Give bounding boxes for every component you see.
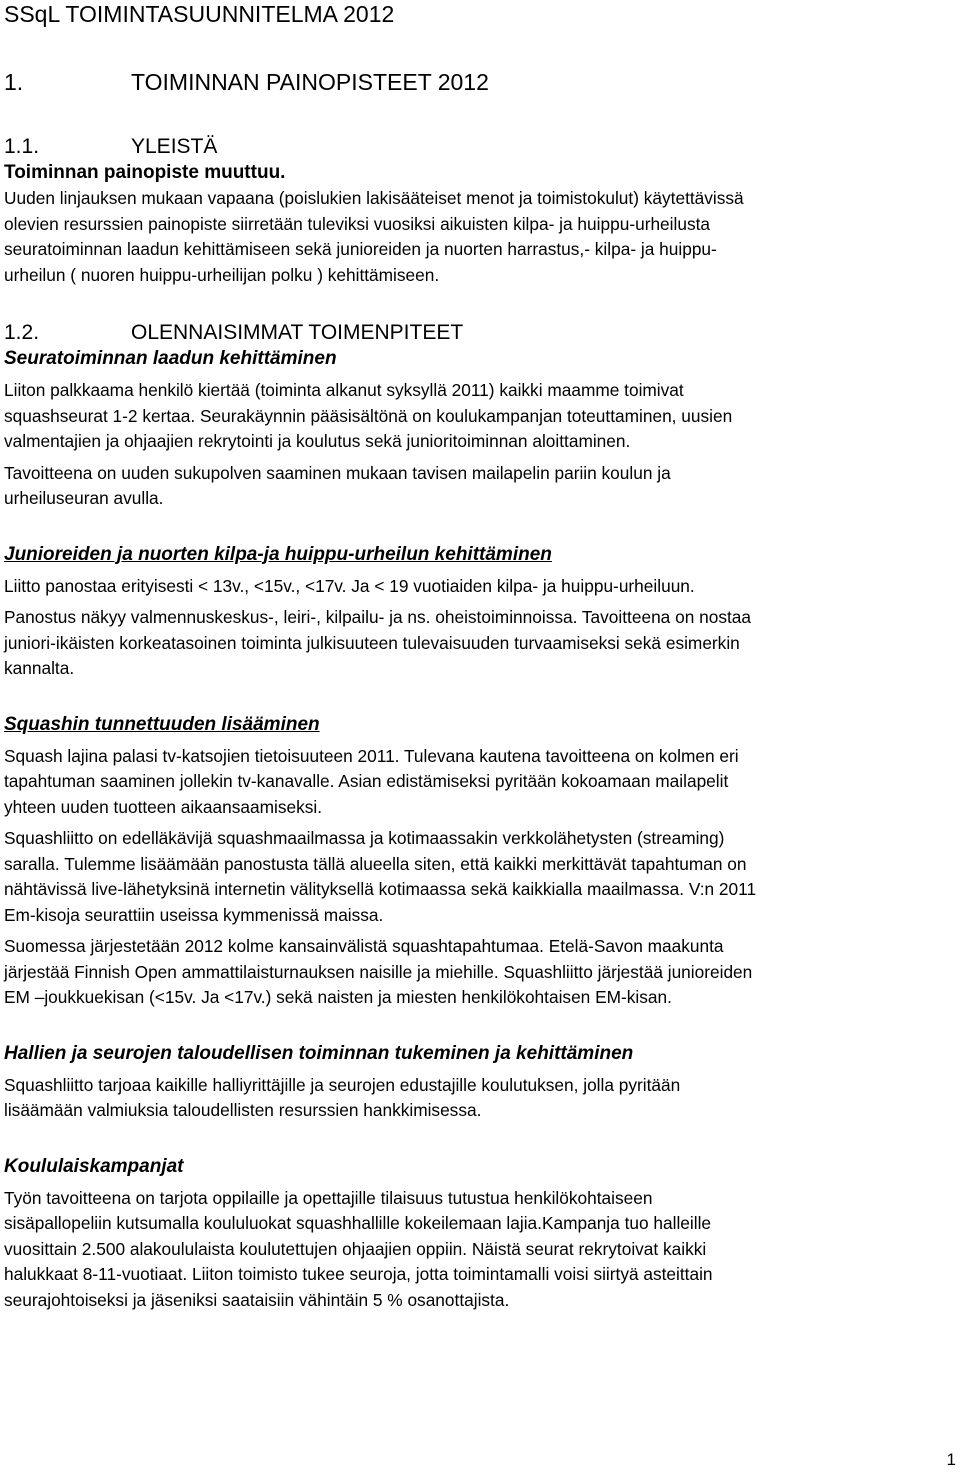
paragraph-line: urheiluseuran avulla. — [4, 488, 164, 508]
paragraph-line: Liitto panostaa erityisesti < 13v., <15v., <17v. Ja < 19 vuotiaiden kilpa- ja huippu-urheiluun. — [4, 575, 695, 596]
section-1-1-subtitle: Toiminnan painopiste muuttuu. — [4, 162, 286, 183]
paragraph-line: Squashliitto tarjoaa kaikille halliyrittäjille ja seurojen edustajille koulutuksen, jolla pyritään — [4, 1074, 681, 1095]
block-paragraph — [4, 1186, 954, 1314]
block-heading-tunnettuus: Squashin tunnettuuden lisääminen — [4, 713, 320, 735]
paragraph-line: saralla. Tulemme lisäämään panostusta tällä alueella siten, että kaikki merkittävät tapahtuman on — [4, 853, 747, 874]
paragraph-line: sisäpallopeliin kutsumalla koululuokat squashhallille kokeilemaan lajia.Kampanja tuo halleille — [4, 1213, 712, 1233]
section-1-1-paragraph — [4, 186, 954, 288]
block-paragraph — [4, 826, 954, 928]
block-paragraph — [4, 378, 954, 455]
document-title: SSqL TOIMINTASUUNNITELMA 2012 — [4, 1, 395, 27]
section-1-1-heading — [4, 134, 954, 160]
block-heading-koululaiskampanjat: Koululaiskampanjat — [4, 1155, 184, 1177]
block-heading-hallien: Hallien ja seurojen taloudellisen toiminnan tukeminen ja kehittäminen — [4, 1042, 634, 1064]
document-page — [4, 0, 954, 1313]
section-1-1-number: 1.1. — [4, 135, 40, 158]
paragraph-line: valmentajien ja ohjaajien rekrytointi ja koulutus sekä junioritoiminnan aloittaminen. — [4, 431, 631, 451]
paragraph-line: EM –joukkuekisan (<15v. Ja <17v.) sekä naisten ja miesten henkilökohtaisen EM-kisan. — [4, 987, 672, 1007]
paragraph-line: yhteen uuden tuotteen aikaansaamiseksi. — [4, 796, 322, 817]
paragraph-line: squashseurat 1-2 kertaa. Seurakäynnin pääsisältönä on koulukampanjan toteuttaminen, uusien — [4, 405, 733, 426]
block-paragraph — [4, 1073, 954, 1124]
section-1-1-title: YLEISTÄ — [131, 135, 218, 158]
paragraph-line: Suomessa järjestetään 2012 kolme kansainvälistä squashtapahtumaa. Etelä-Savon maakunta — [4, 936, 724, 956]
paragraph-line: Panostus näkyy valmennuskeskus-, leiri-, kilpailu- ja ns. oheistoiminnoissa. Tavoitteena on nostaa — [4, 607, 751, 627]
paragraph-line: urheilun ( nuoren huippu-urheilijan polku ) kehittämiseen. — [4, 264, 440, 285]
section-1-2-title: OLENNAISIMMAT TOIMENPITEET — [131, 321, 464, 344]
paragraph-line: Em-kisoja seurattiin useissa kymmenissä maissa. — [4, 904, 384, 925]
paragraph-line: lisäämään valmiuksia taloudellisten resurssien hankkimisessa. — [4, 1100, 482, 1120]
block-paragraph — [4, 461, 954, 512]
paragraph-line: nähtävissä live-lähetyksinä internetin välityksellä kotimaassa sekä kaikkialla maailmassa. V:n 2011 — [4, 879, 757, 899]
paragraph-line: järjestää Finnish Open ammattilaisturnauksen naisille ja miehille. Squashliitto järjestää junioreiden — [4, 961, 753, 982]
section-1-number: 1. — [4, 69, 24, 95]
section-1-2-number: 1.2. — [4, 321, 40, 344]
paragraph-line: seurajohtoiseksi ja jäseniksi saataisiin vähintäin 5 % osanottajista. — [4, 1289, 510, 1310]
paragraph-line: Uuden linjauksen mukaan vapaana (poislukien lakisääteiset menot ja toimistokulut) käytettävissä — [4, 188, 744, 208]
paragraph-line: olevien resurssien painopiste siirretään tuleviksi vuosiksi aikuisten kilpa- ja huippu-urheilusta — [4, 213, 711, 234]
paragraph-line: Squashliitto on edelläkävijä squashmaailmassa ja kotimaassakin verkkolähetysten (streaming) — [4, 828, 725, 848]
paragraph-line: juniori-ikäisten korkeatasoinen toiminta julkisuuteen tulevaisuuden turvaamiseksi sekä esimerkin — [4, 632, 740, 653]
block-paragraph — [4, 574, 954, 600]
paragraph-line: seuratoiminnan laadun kehittämiseen sekä junioreiden ja nuorten harrastus,- kilpa- ja huippu- — [4, 239, 717, 259]
paragraph-line: halukkaat 8-11-vuotiaat. Liiton toimisto tukee seuroja, jotta toimintamalli voisi siirtyä asteittain — [4, 1264, 713, 1284]
section-1-title: TOIMINNAN PAINOPISTEET 2012 — [131, 69, 489, 95]
paragraph-line: Työn tavoitteena on tarjota oppilaille ja opettajille tilaisuus tutustua henkilökohtaiseen — [4, 1187, 653, 1208]
block-heading-seuratoiminta: Seuratoiminnan laadun kehittäminen — [4, 348, 337, 369]
page-number: 1 — [946, 1450, 956, 1469]
paragraph-line: vuosittain 2.500 alakoululaista koulutettujen ohjaajien oppiin. Näistä seurat rekrytoivat kaikki — [4, 1238, 707, 1259]
paragraph-line: Squash lajina palasi tv-katsojien tietoisuuteen 2011. Tulevana kautena tavoitteena on kolmen eri — [4, 745, 739, 766]
paragraph-line: kannalta. — [4, 658, 75, 678]
paragraph-line: Tavoitteena on uuden sukupolven saaminen mukaan tavisen mailapelin pariin koulun ja — [4, 462, 671, 483]
block-paragraph — [4, 744, 954, 821]
block-heading-junioreiden: Junioreiden ja nuorten kilpa-ja huippu-urheilun kehittäminen — [4, 543, 552, 565]
block-paragraph — [4, 934, 954, 1011]
paragraph-line: tapahtuman saaminen jollekin tv-kanavalle. Asian edistämiseksi pyritään kokoamaan mailapelit — [4, 771, 729, 791]
paragraph-line: Liiton palkkaama henkilö kiertää (toiminta alkanut syksyllä 2011) kaikki maamme toimivat — [4, 380, 684, 400]
block-paragraph — [4, 605, 954, 682]
section-1-heading — [4, 68, 954, 96]
section-1-2-heading — [4, 320, 954, 346]
